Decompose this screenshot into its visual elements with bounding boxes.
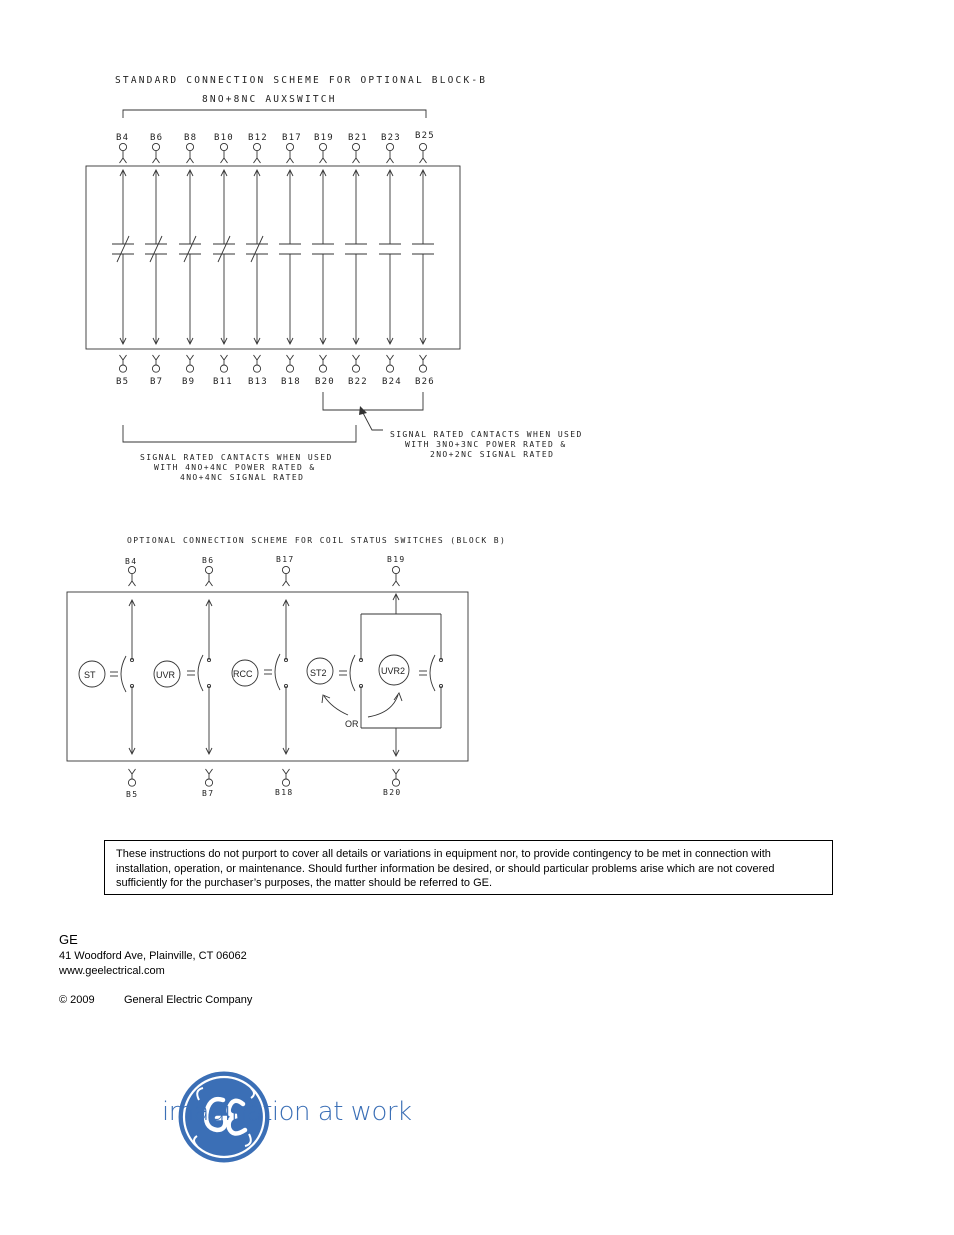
- copyright-year: © 2009: [59, 994, 95, 1006]
- note-left-line2: WITH 4NO+4NC POWER RATED &: [154, 463, 316, 472]
- terminal-fork: [396, 769, 400, 774]
- contact-columns: [112, 143, 434, 372]
- terminal-circle: [286, 365, 293, 372]
- terminal-circle: [319, 143, 326, 150]
- terminal-circle: [352, 143, 359, 150]
- switch-arc: [198, 655, 203, 691]
- terminal-circle: [419, 365, 426, 372]
- terminal-fork: [396, 581, 400, 586]
- terminal-circle: [186, 365, 193, 372]
- terminal-label: B23: [381, 133, 401, 143]
- terminal-circle: [220, 143, 227, 150]
- terminal-circle: [352, 365, 359, 372]
- diagram1-title: STANDARD CONNECTION SCHEME FOR OPTIONAL BLOCK-B: [115, 75, 488, 86]
- diagram2-title: OPTIONAL CONNECTION SCHEME FOR COIL STATUS SWITCHES (BLOCK B): [127, 536, 507, 545]
- note-right-line3: 2NO+2NC SIGNAL RATED: [430, 450, 555, 459]
- company-name: GE: [59, 932, 78, 947]
- terminal-fork: [420, 355, 424, 360]
- terminal-circle: [205, 779, 212, 786]
- terminal-label: B18: [275, 788, 294, 797]
- terminal-fork: [423, 158, 427, 163]
- terminal-label: B6: [202, 556, 215, 565]
- top-bracket: [123, 110, 426, 118]
- terminal-circle: [392, 779, 399, 786]
- coil-switch-geometry: [79, 566, 443, 786]
- terminal-fork: [187, 355, 191, 360]
- terminal-fork: [257, 158, 261, 163]
- note-left-line1: SIGNAL RATED CANTACTS WHEN USED: [140, 453, 333, 462]
- terminal-circle: [253, 143, 260, 150]
- terminal-fork: [156, 355, 160, 360]
- terminal-fork: [390, 355, 394, 360]
- terminal-label: B4: [125, 557, 138, 566]
- terminal-circle: [128, 779, 135, 786]
- terminal-label: B8: [184, 133, 198, 143]
- terminal-fork: [287, 158, 291, 163]
- coil-label-uvr: UVR: [156, 670, 176, 680]
- switch-arc: [275, 654, 280, 690]
- terminal-fork: [287, 355, 291, 360]
- terminal-fork: [323, 158, 327, 163]
- terminal-fork: [206, 581, 210, 586]
- terminal-circle: [152, 365, 159, 372]
- bottom-terminal-labels: [116, 377, 435, 387]
- terminal-fork: [423, 355, 427, 360]
- company-website[interactable]: www.geelectrical.com: [59, 965, 165, 977]
- switch-arc: [350, 655, 355, 691]
- or-arrow-right: [368, 695, 398, 717]
- terminal-label: B7: [202, 789, 215, 798]
- terminal-fork: [153, 158, 157, 163]
- terminal-circle: [152, 143, 159, 150]
- company-address: 41 Woodford Ave, Plainville, CT 06062: [59, 950, 247, 962]
- terminal-fork: [206, 769, 210, 774]
- terminal-circle: [392, 566, 399, 573]
- terminal-fork: [420, 158, 424, 163]
- terminal-circle: [386, 365, 393, 372]
- terminal-fork: [286, 581, 290, 586]
- terminal-fork: [132, 581, 136, 586]
- coil-label-st2: ST2: [310, 668, 327, 678]
- terminal-fork: [353, 158, 357, 163]
- terminal-fork: [224, 355, 228, 360]
- terminal-label: B22: [348, 377, 368, 387]
- terminal-fork: [283, 581, 287, 586]
- terminal-circle: [419, 143, 426, 150]
- terminal-label: B5: [116, 377, 130, 387]
- note-leader-line: [362, 411, 383, 430]
- terminal-fork: [387, 158, 391, 163]
- terminal-label: B19: [387, 555, 406, 564]
- terminal-fork: [129, 581, 133, 586]
- terminal-circle: [319, 365, 326, 372]
- copyright: [59, 993, 252, 1008]
- note-right-line2: WITH 3NO+3NC POWER RATED &: [405, 440, 567, 449]
- terminal-fork: [390, 158, 394, 163]
- arrowhead: [394, 693, 402, 701]
- terminal-fork: [254, 158, 258, 163]
- terminal-fork: [320, 355, 324, 360]
- terminal-fork: [120, 355, 124, 360]
- terminal-fork: [156, 158, 160, 163]
- terminal-label: B17: [276, 555, 295, 564]
- terminal-label: B24: [382, 377, 402, 387]
- terminal-circle: [186, 143, 193, 150]
- terminal-fork: [153, 355, 157, 360]
- terminal-circle: [286, 143, 293, 150]
- terminal-circle: [128, 566, 135, 573]
- terminal-label: B17: [282, 133, 302, 143]
- terminal-circle: [282, 566, 289, 573]
- or-arrow-left: [324, 696, 348, 715]
- terminal-label: B19: [314, 133, 334, 143]
- terminal-fork: [353, 355, 357, 360]
- terminal-fork: [283, 769, 287, 774]
- terminal-fork: [290, 355, 294, 360]
- auxswitch-box: [86, 166, 460, 349]
- terminal-fork: [387, 355, 391, 360]
- terminal-label: B18: [281, 377, 301, 387]
- terminal-circle: [253, 365, 260, 372]
- terminal-fork: [209, 769, 213, 774]
- terminal-label: B9: [182, 377, 196, 387]
- terminal-fork: [221, 355, 225, 360]
- leader-arrowhead: [359, 406, 367, 415]
- terminal-label: B5: [126, 790, 139, 799]
- company-footer: [59, 932, 252, 1008]
- copyright-holder: General Electric Company: [124, 994, 253, 1006]
- terminal-fork: [132, 769, 136, 774]
- terminal-label: B26: [415, 377, 435, 387]
- switch-arc: [121, 656, 126, 692]
- terminal-fork: [120, 158, 124, 163]
- terminal-circle: [119, 365, 126, 372]
- terminal-fork: [356, 355, 360, 360]
- terminal-fork: [123, 355, 127, 360]
- terminal-label: B10: [214, 133, 234, 143]
- switch-arc: [430, 655, 435, 691]
- terminal-label: B13: [248, 377, 268, 387]
- terminal-fork: [129, 769, 133, 774]
- terminal-fork: [257, 355, 261, 360]
- terminal-fork: [254, 355, 258, 360]
- terminal-label: B6: [150, 133, 164, 143]
- terminal-circle: [119, 143, 126, 150]
- terminal-fork: [286, 769, 290, 774]
- note-left-line3: 4NO+4NC SIGNAL RATED: [180, 473, 305, 482]
- terminal-label: B7: [150, 377, 164, 387]
- note-right-line1: SIGNAL RATED CANTACTS WHEN USED: [390, 430, 583, 439]
- terminal-circle: [220, 365, 227, 372]
- block-b-standard-connection-diagram: [0, 0, 954, 500]
- terminal-fork: [393, 581, 397, 586]
- terminal-fork: [187, 158, 191, 163]
- terminal-fork: [290, 158, 294, 163]
- terminal-label: B21: [348, 133, 368, 143]
- terminal-label: B25: [415, 131, 435, 141]
- terminal-fork: [190, 158, 194, 163]
- terminal-label: B11: [213, 377, 233, 387]
- right-bracket: [323, 392, 423, 410]
- coil-label-st: ST: [84, 670, 96, 680]
- terminal-fork: [393, 769, 397, 774]
- terminal-fork: [224, 158, 228, 163]
- terminal-label: B12: [248, 133, 268, 143]
- or-label: OR: [345, 719, 359, 729]
- terminal-fork: [123, 158, 127, 163]
- tagline: imagination at work: [162, 1097, 412, 1127]
- terminal-fork: [209, 581, 213, 586]
- terminal-circle: [282, 779, 289, 786]
- terminal-label: B4: [116, 133, 130, 143]
- coil-status-switch-diagram: [0, 520, 954, 810]
- coil-label-rcc: RCC: [233, 669, 253, 679]
- top-terminal-labels: [116, 131, 435, 143]
- terminal-circle: [386, 143, 393, 150]
- coil-label-uvr2: UVR2: [381, 666, 406, 676]
- terminal-fork: [221, 158, 225, 163]
- terminal-fork: [320, 158, 324, 163]
- terminal-label: B20: [315, 377, 335, 387]
- diagram1-subtitle: 8NO+8NC AUXSWITCH: [202, 94, 337, 105]
- terminal-label: B20: [383, 788, 402, 797]
- terminal-fork: [323, 355, 327, 360]
- terminal-fork: [190, 355, 194, 360]
- disclaimer-box: These instructions do not purport to cover all details or variations in equipment nor, to provide contingency to be met in connection with installation, operation, or maintenance. Should further information be desired, or should particular problems arise which are not covered sufficiently for the purchaser’s purposes, the matter should be referred to GE.: [104, 840, 833, 895]
- terminal-circle: [205, 566, 212, 573]
- terminal-fork: [356, 158, 360, 163]
- left-bracket: [123, 425, 356, 442]
